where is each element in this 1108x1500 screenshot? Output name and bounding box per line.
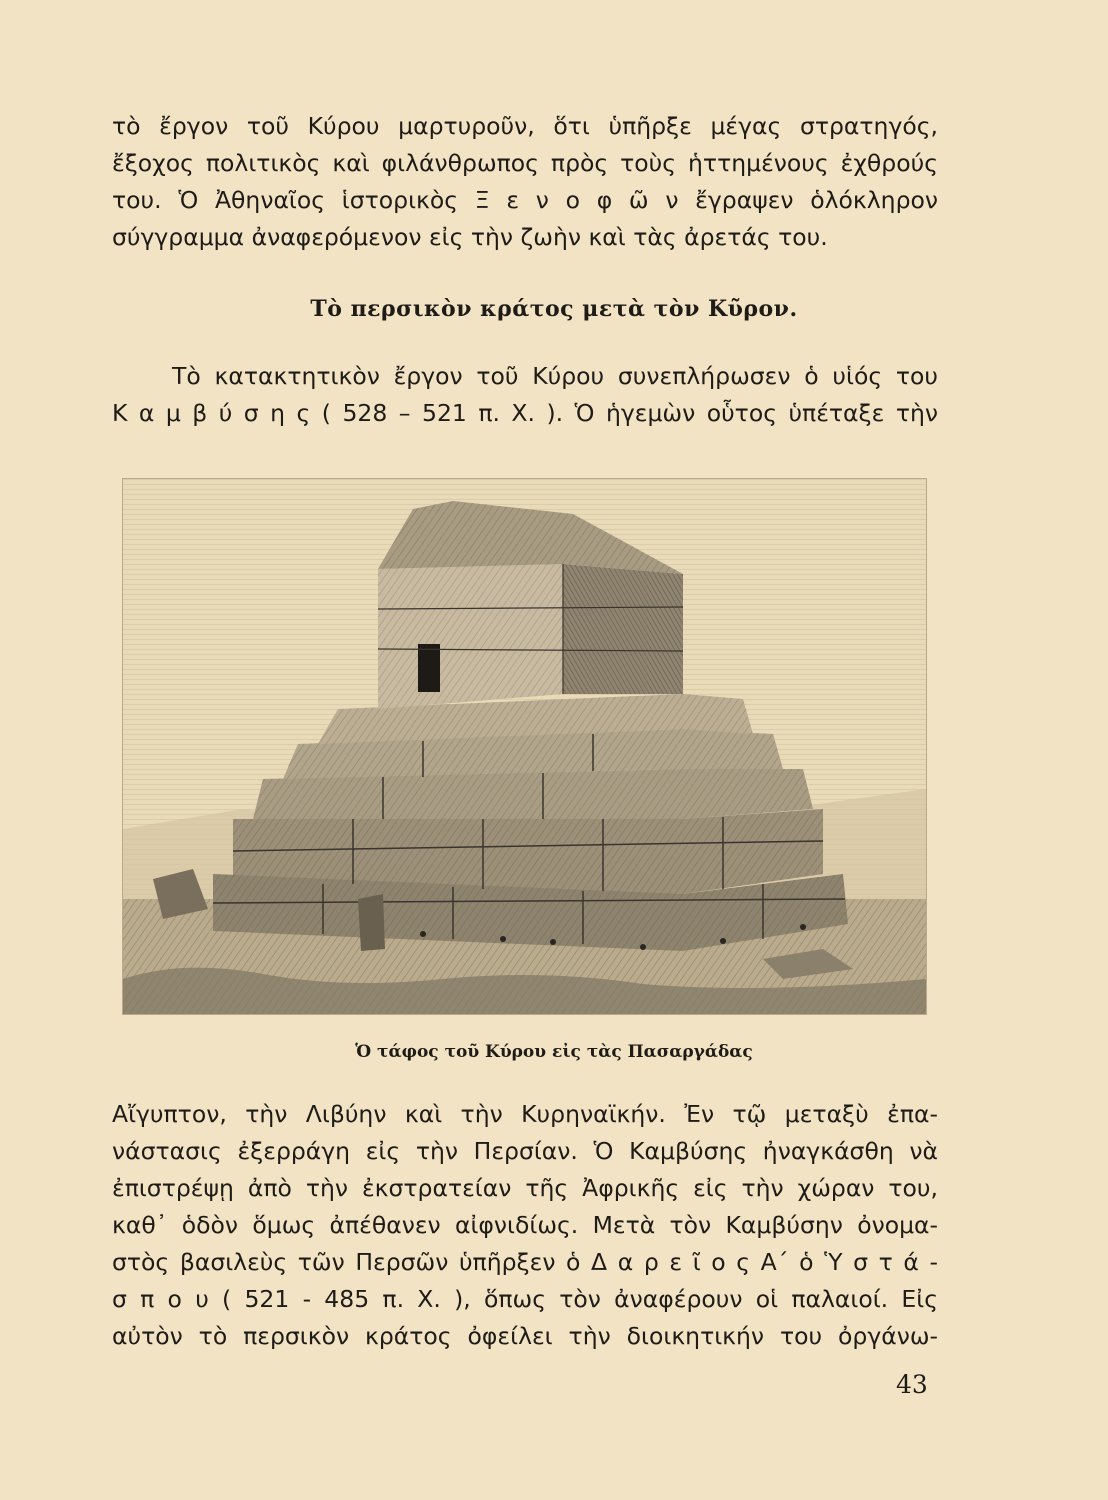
page-number: 43 <box>896 1370 928 1399</box>
text-line: σ π ο υ ( 521 - 485 π. Χ. ), ὅπως τὸν ἀναφέρουν οἱ παλαιοί. Εἰς <box>112 1285 938 1313</box>
text-line: νάστασις ἐξερράγη εἰς τὴν Περσίαν. Ὁ Καμβύσης ἠναγκάσθη νὰ <box>112 1137 938 1165</box>
paragraph-3 <box>112 1096 938 1355</box>
text-line: καθ᾿ ὁδὸν ὅμως ἀπέθανεν αἰφνιδίως. Μετὰ τὸν Καμβύσην ὀνομα- <box>112 1211 938 1239</box>
text-line: Τὸ κατακτητικὸν ἔργον τοῦ Κύρου συνεπλήρωσεν ὁ υἱός του <box>172 362 938 390</box>
tomb-engraving <box>123 479 926 1014</box>
text-line: ἔξοχος πολιτικὸς καὶ φιλάνθρωπος πρὸς τοὺς ἡττημένους ἐχθρούς <box>112 149 938 177</box>
text-line: σύγγραμμα ἀναφερόμενον εἰς τὴν ζωὴν καὶ τὰς ἀρετάς του. <box>112 223 828 251</box>
text-line: ἐπιστρέψῃ ἀπὸ τὴν ἐκστρατείαν τῆς Ἀφρικῆς εἰς τὴν χώραν του, <box>112 1174 938 1202</box>
figure-caption: Ὁ τάφος τοῦ Κύρου εἰς τὰς Πασαργάδας <box>355 1042 753 1062</box>
text-line: τὸ ἔργον τοῦ Κύρου μαρτυροῦν, ὅτι ὑπῆρξε μέγας στρατηγός, <box>112 112 938 140</box>
text-line: Κ α μ β ύ σ η ς ( 528 – 521 π. Χ. ). Ὁ ἡγεμὼν οὗτος ὑπέταξε τὴν <box>112 399 938 427</box>
tomb-illustration <box>122 478 927 1015</box>
text-line: Αἴγυπτον, τὴν Λιβύην καὶ τὴν Κυρηναϊκήν. Ἐν τῷ μεταξὺ ἐπα- <box>112 1100 938 1128</box>
section-heading: Τὸ περσικὸν κράτος μετὰ τὸν Κῦρον. <box>310 296 798 322</box>
text-line: αὐτὸν τὸ περσικὸν κράτος ὀφείλει τὴν διοικητικήν του ὀργάνω- <box>112 1322 938 1350</box>
paragraph-1 <box>112 108 938 256</box>
text-line: του. Ὁ Ἀθηναῖος ἱστορικὸς Ξ ε ν ο φ ῶ ν ἔγραψεν ὁλόκληρον <box>112 186 938 214</box>
paragraph-2 <box>112 358 938 432</box>
text-line: στὸς βασιλεὺς τῶν Περσῶν ὑπῆρξεν ὁ Δ α ρ ε ῖ ο ς Α΄ ὁ Ὑ σ τ ά - <box>112 1248 938 1276</box>
